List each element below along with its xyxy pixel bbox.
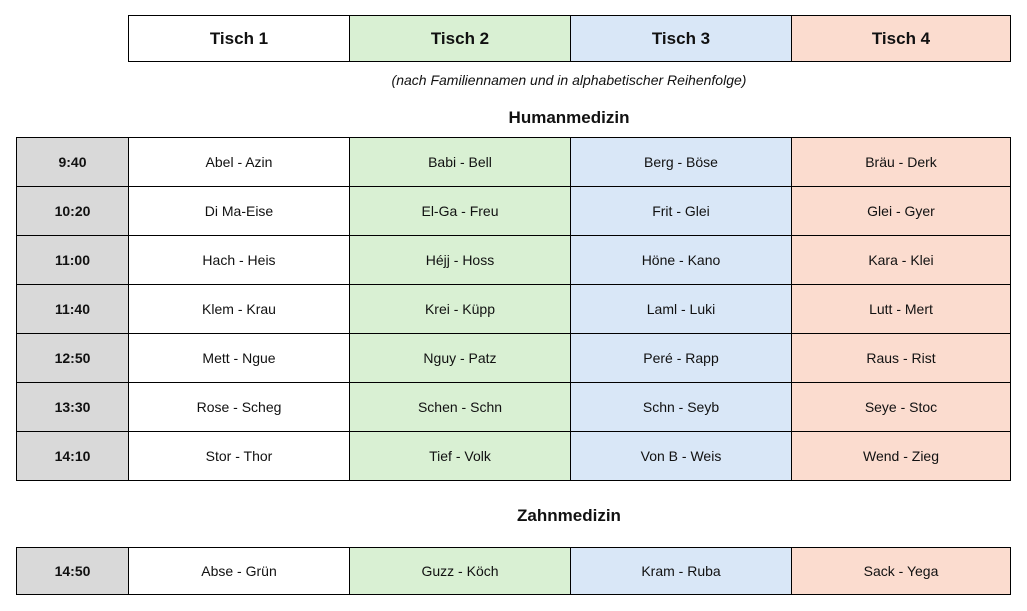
name-range-cell: Tief - Volk bbox=[350, 432, 571, 481]
name-range-cell: Frit - Glei bbox=[571, 187, 792, 236]
header-tisch-3: Tisch 3 bbox=[571, 16, 792, 62]
table-header bbox=[128, 15, 1011, 62]
time-slot: 12:50 bbox=[17, 334, 129, 383]
header-tisch-4: Tisch 4 bbox=[792, 16, 1011, 62]
table-row bbox=[17, 236, 1011, 285]
name-range-cell: Nguy - Patz bbox=[350, 334, 571, 383]
name-range-cell: Seye - Stoc bbox=[792, 383, 1011, 432]
name-range-cell: Raus - Rist bbox=[792, 334, 1011, 383]
time-slot: 11:00 bbox=[17, 236, 129, 285]
header-tisch-1: Tisch 1 bbox=[129, 16, 350, 62]
name-range-cell: Peré - Rapp bbox=[571, 334, 792, 383]
name-range-cell: Rose - Scheg bbox=[129, 383, 350, 432]
table-row bbox=[17, 334, 1011, 383]
name-range-cell: Mett - Ngue bbox=[129, 334, 350, 383]
table-row bbox=[17, 548, 1011, 595]
name-range-cell: Berg - Böse bbox=[571, 138, 792, 187]
name-range-cell: Glei - Gyer bbox=[792, 187, 1011, 236]
time-slot: 14:50 bbox=[17, 548, 129, 595]
header-tisch-2: Tisch 2 bbox=[350, 16, 571, 62]
name-range-cell: Kara - Klei bbox=[792, 236, 1011, 285]
name-range-cell: Abse - Grün bbox=[129, 548, 350, 595]
time-slot: 10:20 bbox=[17, 187, 129, 236]
time-slot: 11:40 bbox=[17, 285, 129, 334]
name-range-cell: Laml - Luki bbox=[571, 285, 792, 334]
table-row bbox=[17, 432, 1011, 481]
name-range-cell: Bräu - Derk bbox=[792, 138, 1011, 187]
table-row bbox=[17, 187, 1011, 236]
name-range-cell: El-Ga - Freu bbox=[350, 187, 571, 236]
humanmedizin-title: Humanmedizin bbox=[508, 108, 630, 127]
name-range-cell: Sack - Yega bbox=[792, 548, 1011, 595]
name-range-cell: Krei - Küpp bbox=[350, 285, 571, 334]
name-range-cell: Héjj - Hoss bbox=[350, 236, 571, 285]
name-range-cell: Lutt - Mert bbox=[792, 285, 1011, 334]
name-range-cell: Babi - Bell bbox=[350, 138, 571, 187]
time-slot: 14:10 bbox=[17, 432, 129, 481]
name-range-cell: Höne - Kano bbox=[571, 236, 792, 285]
name-range-cell: Abel - Azin bbox=[129, 138, 350, 187]
name-range-cell: Wend - Zieg bbox=[792, 432, 1011, 481]
time-slot: 13:30 bbox=[17, 383, 129, 432]
table-row bbox=[17, 285, 1011, 334]
time-slot: 9:40 bbox=[17, 138, 129, 187]
name-range-cell: Guzz - Köch bbox=[350, 548, 571, 595]
name-range-cell: Stor - Thor bbox=[129, 432, 350, 481]
name-range-cell: Di Ma-Eise bbox=[129, 187, 350, 236]
name-range-cell: Von B - Weis bbox=[571, 432, 792, 481]
name-range-cell: Schen - Schn bbox=[350, 383, 571, 432]
name-range-cell: Hach - Heis bbox=[129, 236, 350, 285]
zahnmedizin-table bbox=[16, 547, 1011, 595]
name-range-cell: Klem - Krau bbox=[129, 285, 350, 334]
sort-note: (nach Familiennamen und in alphabetischer Reihenfolge) bbox=[391, 72, 747, 88]
table-row bbox=[17, 383, 1011, 432]
table-row bbox=[17, 138, 1011, 187]
zahnmedizin-title: Zahnmedizin bbox=[517, 506, 621, 525]
name-range-cell: Kram - Ruba bbox=[571, 548, 792, 595]
humanmedizin-table bbox=[16, 137, 1011, 481]
name-range-cell: Schn - Seyb bbox=[571, 383, 792, 432]
